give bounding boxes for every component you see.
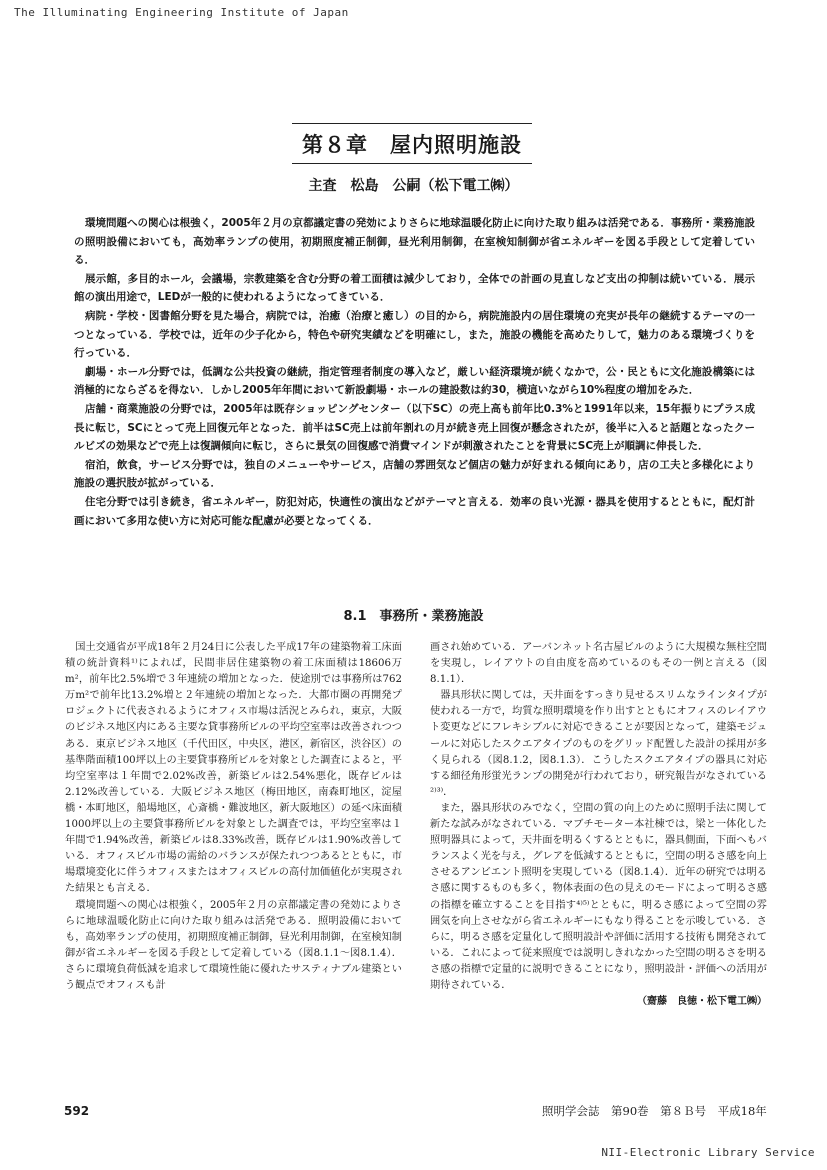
body-paragraph: 画され始めている．アーバンネット名古屋ビルのように大規模な無柱空間を実現し，レイアウトの自由度を高めているのもその一例と言える（図8.1.1）． bbox=[430, 642, 767, 686]
chapter-title: 第８章 屋内照明施設 bbox=[302, 133, 522, 157]
intro-paragraph: 展示館，多目的ホール，会議場，宗教建築を含む分野の着工面積は減少しており，全体での計画の見直しなど支出の抑制は続いている．展示館の演出用途で，LEDが一般的に使われるようになってきている． bbox=[74, 272, 755, 304]
intro-paragraph: 住宅分野では引き続き，省エネルギー，防犯対応，快適性の演出などがテーマと言える．効率の良い光源・器具を使用するとともに，配灯計画において多用な使い方に対応可能な配慮が必要となってくる． bbox=[74, 495, 755, 527]
chapter-title-block bbox=[292, 123, 532, 164]
chapter-intro bbox=[74, 214, 755, 530]
publisher-header: The Illuminating Engineering Institute of Japan bbox=[14, 6, 349, 19]
body-paragraph: 器具形状に関しては，天井面をすっきり見せるスリムなラインタイプが使われる一方で，均質な照明環境を作り出すとともにオフィスのレイアウト変更などにフレキシブルに対応できることが要因となって，建築モジュールに対応したスクエアタイプのものをグリッド配置した設計の採用が多く見られる（図8.1.2，図8.1.3）．こうしたスクエアタイプの器具に対応する細径角形蛍光ランプの開発が行われており，研究報告がなされている²⁾³⁾． bbox=[430, 690, 767, 798]
intro-paragraph: 病院・学校・図書館分野を見た場合，病院では，治癒（治療と癒し）の目的から，病院施設内の居住環境の充実が長年の継続するテーマの一つとなっている．学校では，近年の少子化から，特色や研究実績などを明確にし，また，施設の機能を高めたりして，魅力のある環境づくりを行っている． bbox=[74, 309, 755, 360]
intro-paragraph: 環境問題への関心は根強く，2005年２月の京都議定書の発効によりさらに地球温暖化防止に向けた取り組みは活発である．事務所・業務施設の照明設備においても，高効率ランプの使用，初期照度補正制御，昼光利用制御，在室検知制御が省エネルギーを図る手段として定着している． bbox=[74, 217, 755, 267]
intro-paragraph: 店舗・商業施設の分野では，2005年は既存ショッピングセンター（以下SC）の売上高も前年比0.3%と1991年以来，15年振りにプラス成長に転じ，SCにとって売上回復元年となった．前半はSC売上は前年割れの月が続き売上回復が懸念されたが，後半に入ると話題となったクールビズの効果などで売上は復調傾向に転じ，さらに景気の回復感で消費マインドが刺激されたことを背景にSC売上が順調に伸長した． bbox=[74, 402, 755, 453]
title-rule-bottom bbox=[292, 163, 532, 164]
body-column-left bbox=[65, 640, 402, 994]
body-paragraph: また，器具形状のみでなく，空間の質の向上のために照明手法に関して新たな試みがなされている．マブチモーター本社棟では，梁と一体化した照明器具によって，天井面を明るくするとともに，器具側面，下面へもバランスよく光を与え，グレアを低減するとともに，空間の明るさ感を向上させるアンビエント照明を実現している（図8.1.4）．近年の研究では明るさ感に関するものも多く，物体表面の色の見えのモードによって明るさ感の指標を確立することを目指す⁴⁾⁵⁾とともに，明るさ感によって空間の雰囲気を向上させながら省エネルギーにもなり得ることを示唆している．さらに，明るさ感を定量化して照明設計や評価に活用する技術も開発されている．これによって従来照度では説明しきれなかった空間の明るさを明るさ感の指標で定量的に説明できることになり，照明設計・評価への活用が期待されている． bbox=[430, 802, 767, 991]
library-service-footer: NII-Electronic Library Service bbox=[601, 1146, 815, 1159]
section-signature: （齋藤 良徳・松下電工㈱） bbox=[637, 996, 767, 1008]
page-number: 592 bbox=[64, 1104, 90, 1118]
intro-paragraph: 劇場・ホール分野では，低調な公共投資の継続，指定管理者制度の導入など，厳しい経済環境が続くなかで，公・民ともに文化施設構築には消極的にならざるを得ない．しかし2005年年間において新設劇場・ホールの建設数は約30，横這いながら10%程度の増加をみた． bbox=[74, 365, 755, 397]
body-paragraph: 国土交通省が平成18年２月24日に公表した平成17年の建築物着工床面積の統計資料¹⁾によれば，民間非居住建築物の着工床面積は18606万m²，前年比2.5%増で３年連続の増加となった．使途別では事務所は762万m²で前年比13.2%増と２年連続の増加となった．大都市圏の再開発プロジェクトに代表されるようにオフィス市場は活況とみられ，東京，大阪のビジネス地区内にある主要な貸事務所ビルの平均空室率は改善されつつある．東京ビジネス地区（千代田区，中央区，港区，新宿区，渋谷区）の基準階面積100坪以上の主要貸事務所ビルを対象とした調査によると，平均空室率は１年間で2.02%改善，新築ビルは2.54%悪化，既存ビルは2.12%改善している．大阪ビジネス地区（梅田地区，南森町地区，淀屋橋・本町地区，船場地区，心斎橋・難波地区，新大阪地区）の延べ床面積1000坪以上の主要貸事務所ビルを対象とした調査では，平均空室率は１年間で1.94%改善，新築ビルは8.33%改善，既存ビルは1.90%改善している．オフィスビル市場の需給のバランスが保たれつつあるとともに，市場環境変化に伴うオフィスまたはオフィスビルの高付加価値化が実現された結果とも言える． bbox=[65, 642, 402, 895]
body-paragraph: 環境問題への関心は根強く，2005年２月の京都議定書の発効によりさらに地球温暖化防止に向けた取り組みは活発である．照明設備においても，高効率ランプの使用，初期照度補正制御，昼光利用制御，在室検知制御が省エネルギーを図る手段として定着している（図8.1.1〜図8.1.4）．さらに環境負荷低減を追求して環境性能に優れたサスティナブル建築という観点でオフィスも計 bbox=[65, 899, 402, 991]
section-heading: 8.1 事務所・業務施設 bbox=[343, 609, 484, 624]
journal-citation: 照明学会誌 第90巻 第８Ｂ号 平成18年 bbox=[542, 1104, 767, 1118]
intro-paragraph: 宿泊，飲食，サービス分野では，独自のメニューやサービス，店舗の雰囲気など個店の魅力が好まれる傾向にあり，店の工夫と多様化により施設の選択肢が拡がっている． bbox=[74, 458, 755, 490]
body-column-right bbox=[430, 640, 767, 1010]
chapter-author: 主査 松島 公嗣（松下電工㈱） bbox=[308, 178, 519, 194]
